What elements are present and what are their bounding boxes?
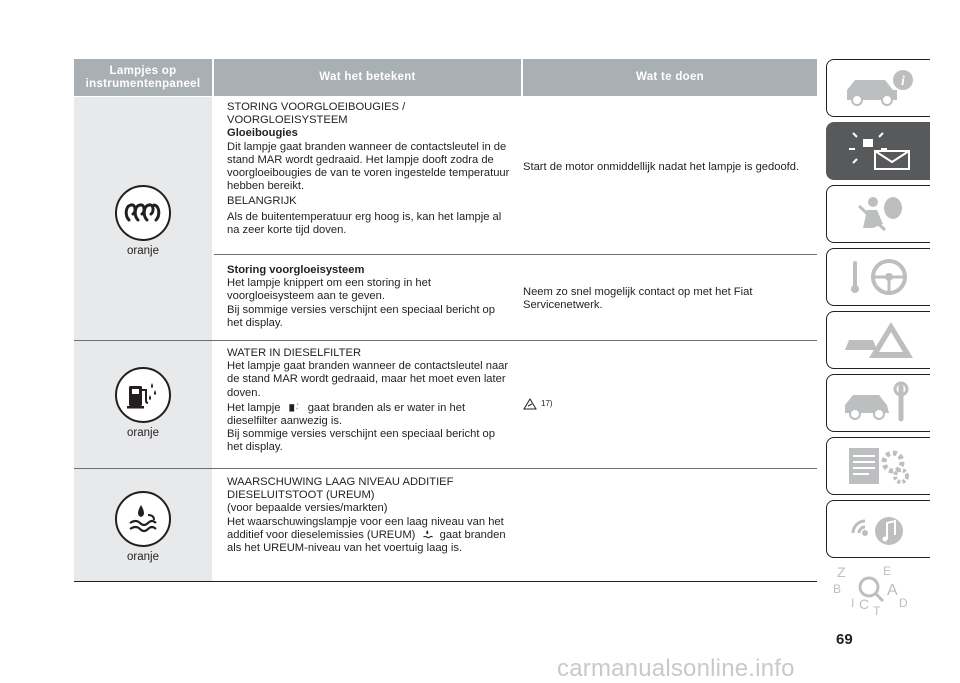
nav-tab-maintenance[interactable]: [826, 374, 930, 432]
row-body: Het lampje gaat branden wanneer de contactsleutel naar de stand MAR wordt gedraaid, maar het moet even later doven.: [227, 360, 509, 399]
row-action: Neem zo snel mogelijk contact op met het Fiat Servicenetwerk.: [523, 286, 753, 312]
row-subtitle: Storing voorgloeisysteem: [227, 264, 365, 276]
icon-cell-adblue: [74, 469, 212, 581]
water-in-fuel-inline-icon: [288, 402, 301, 413]
emergency-icon: [839, 318, 919, 362]
row-body: Bij sommige versies verschijnt een speciaal bericht op het display.: [227, 428, 495, 454]
row-divider: [74, 468, 817, 469]
nav-tab-emergency[interactable]: [826, 311, 930, 369]
row-body: Bij sommige versies verschijnt een speciaal bericht op het display.: [227, 303, 495, 329]
svg-text:T: T: [872, 604, 880, 618]
action-cell-water-in-fuel: [523, 397, 808, 414]
svg-text:B: B: [832, 582, 841, 596]
nav-tab-multimedia[interactable]: [826, 500, 930, 558]
color-label: oranje: [127, 245, 159, 257]
table-bottom-rule: [74, 581, 817, 582]
color-label: oranje: [127, 551, 159, 563]
row-body: Dit lampje gaat branden wanneer de contactsleutel in de stand MAR wordt gedraaid. Het lampje dooft zodra de voorgloeibougies de van te voren ingestelde temperatuur hebben bereikt.: [227, 140, 510, 193]
row-body-inline: [227, 516, 512, 556]
note-number: 17): [541, 399, 553, 408]
svg-text:E: E: [882, 564, 891, 578]
meaning-cell-glow-plug-fault: [227, 264, 512, 330]
svg-text:I: I: [850, 596, 854, 610]
row-divider: [214, 254, 817, 255]
adblue-inline-icon: [422, 529, 434, 541]
warning-note: [523, 397, 553, 410]
row-body-inline: [227, 402, 512, 428]
svg-text:A: A: [886, 582, 898, 599]
row-title: WAARSCHUWING LAAG NIVEAU ADDITIEF DIESELUITSTOOT (UREUM): [227, 476, 454, 502]
row-title: WATER IN DIESELFILTER: [227, 347, 362, 359]
important-label: BELANGRIJK: [227, 195, 297, 208]
meaning-cell-adblue: [227, 476, 512, 555]
svg-text:Z: Z: [836, 564, 846, 580]
svg-text:C: C: [858, 596, 869, 612]
row-body-part: gaat branden als er water in het dieselfilter aanwezig is.: [227, 401, 466, 428]
header-action: Wat te doen: [523, 59, 817, 96]
header-meaning: Wat het betekent: [214, 59, 521, 96]
warning-triangle-icon: [523, 398, 537, 410]
multimedia-icon: [839, 507, 919, 551]
maintenance-icon: [839, 381, 919, 425]
row-body-part: gaat branden als het UREUM-niveau van het voertuig laag is.: [227, 528, 506, 555]
adblue-icon: [115, 491, 171, 547]
nav-tab-car-info[interactable]: [826, 59, 930, 117]
row-subtitle: Gloeibougies: [227, 127, 298, 140]
page-number: 69: [836, 631, 853, 648]
row-action: Start de motor onmiddellijk nadat het lampje is gedoofd.: [523, 161, 800, 173]
index-icon: [833, 563, 923, 619]
car-info-icon: [839, 66, 919, 110]
svg-text:i: i: [900, 74, 905, 89]
icon-cell-glow-plug: [74, 97, 212, 340]
header-warning-lights: Lampjes op instrumentenpaneel: [74, 59, 212, 96]
meaning-cell-water-in-fuel: [227, 347, 512, 455]
row-divider: [74, 340, 817, 341]
glow-plug-icon: [115, 185, 171, 241]
action-cell-glow-plug: [523, 161, 808, 174]
row-body-part: Het waarschuwingslampje voor een laag niveau van het additief voor dieselemissies (UREUM): [227, 515, 504, 541]
row-title: STORING VOORGLOEIBOUGIES / VOORGLOEISYSTEEM: [227, 101, 406, 127]
safety-airbag-icon: [839, 192, 919, 236]
nav-tab-technical-data[interactable]: [826, 437, 930, 495]
nav-tab-index[interactable]: [826, 563, 929, 619]
water-in-fuel-icon: [115, 367, 171, 423]
meaning-cell-glow-plug: [227, 101, 512, 237]
warning-lights-message-icon: [839, 129, 919, 173]
row-body: Als de buitentemperatuur erg hoog is, kan het lampje al na zeer korte tijd doven.: [227, 210, 502, 236]
technical-data-icon: [839, 444, 919, 488]
nav-tab-starting-driving[interactable]: [826, 248, 930, 306]
row-body-part: Het lampje: [227, 401, 281, 414]
row-body: Het lampje knippert om een storing in het voorgloeisysteem aan te geven.: [227, 277, 431, 303]
row-body: (voor bepaalde versies/markten): [227, 502, 388, 515]
svg-text:D: D: [898, 596, 908, 610]
nav-tab-warning-lights[interactable]: [826, 122, 930, 180]
watermark: carmanualsonline.info: [557, 655, 795, 682]
action-cell-glow-plug-fault: [523, 286, 808, 312]
starting-driving-icon: [839, 255, 919, 299]
nav-tab-safety[interactable]: [826, 185, 930, 243]
icon-cell-water-in-fuel: [74, 341, 212, 468]
color-label: oranje: [127, 427, 159, 439]
